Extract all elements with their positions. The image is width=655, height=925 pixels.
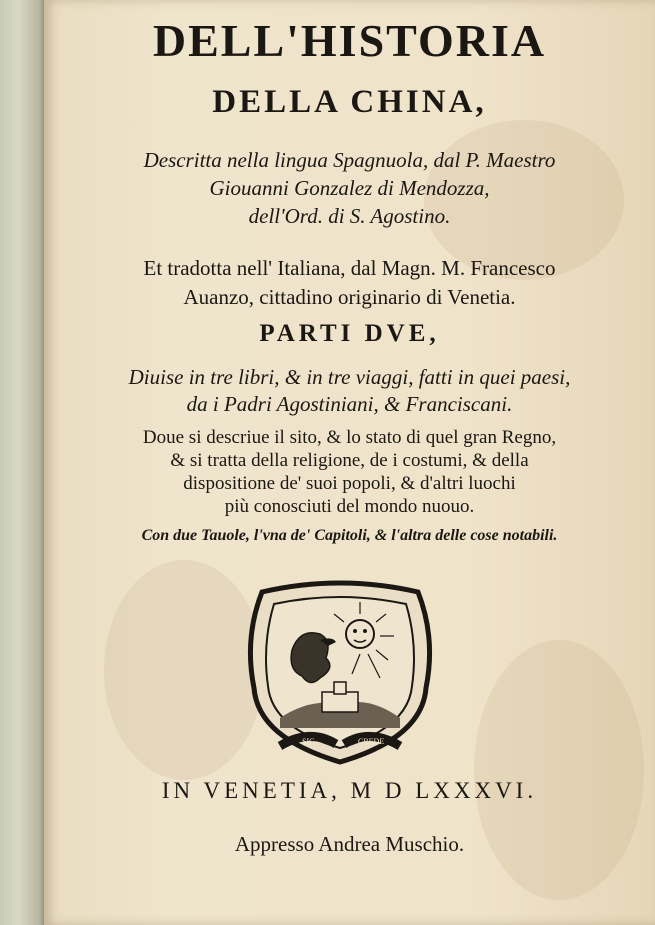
translator-block xyxy=(44,254,655,312)
division-block xyxy=(44,364,655,418)
title-line-2: DELLA CHINA, xyxy=(212,84,487,120)
description-line: dispositione de' suoi popoli, & d'altri luochi xyxy=(183,473,516,494)
parts-heading: PARTI DVE, xyxy=(259,320,440,347)
author-line: Giouanni Gonzalez di Mendozza, xyxy=(209,176,490,200)
title-page xyxy=(44,0,655,925)
division-line: da i Padri Agostiniani, & Franciscani. xyxy=(186,392,513,416)
description-line: più conosciuti del mondo nuouo. xyxy=(224,496,475,517)
book-spine xyxy=(0,0,46,925)
translator-line: Auanzo, cittadino originario di Venetia. xyxy=(183,285,516,309)
mark-motto-right: CREDE xyxy=(358,737,385,746)
author-line: Descritta nella lingua Spagnuola, dal P. Maestro xyxy=(143,148,556,172)
author-line: dell'Ord. di S. Agostino. xyxy=(248,204,451,228)
author-block xyxy=(44,146,655,230)
division-line: Diuise in tre libri, & in tre viaggi, fatti in quei paesi, xyxy=(128,365,571,389)
title-line-1: DELL'HISTORIA xyxy=(152,15,547,66)
translator-line: Et tradotta nell' Italiana, dal Magn. M. Francesco xyxy=(143,256,556,280)
imprint-printer: Appresso Andrea Muschio. xyxy=(234,832,465,856)
imprint-city-year: IN VENETIA, M D LXXXVI. xyxy=(161,778,538,803)
printers-mark-icon xyxy=(240,578,440,768)
description-line: Doue si descriue il sito, & lo stato di quel gran Regno, xyxy=(142,427,557,448)
tables-note: Con due Tauole, l'vna de' Capitoli, & l'altra delle cose notabili. xyxy=(141,527,558,544)
description-line: & si tratta della religione, de i costumi, & della xyxy=(170,450,529,471)
mark-motto-left: SIC xyxy=(302,737,315,746)
description-block xyxy=(44,426,655,518)
